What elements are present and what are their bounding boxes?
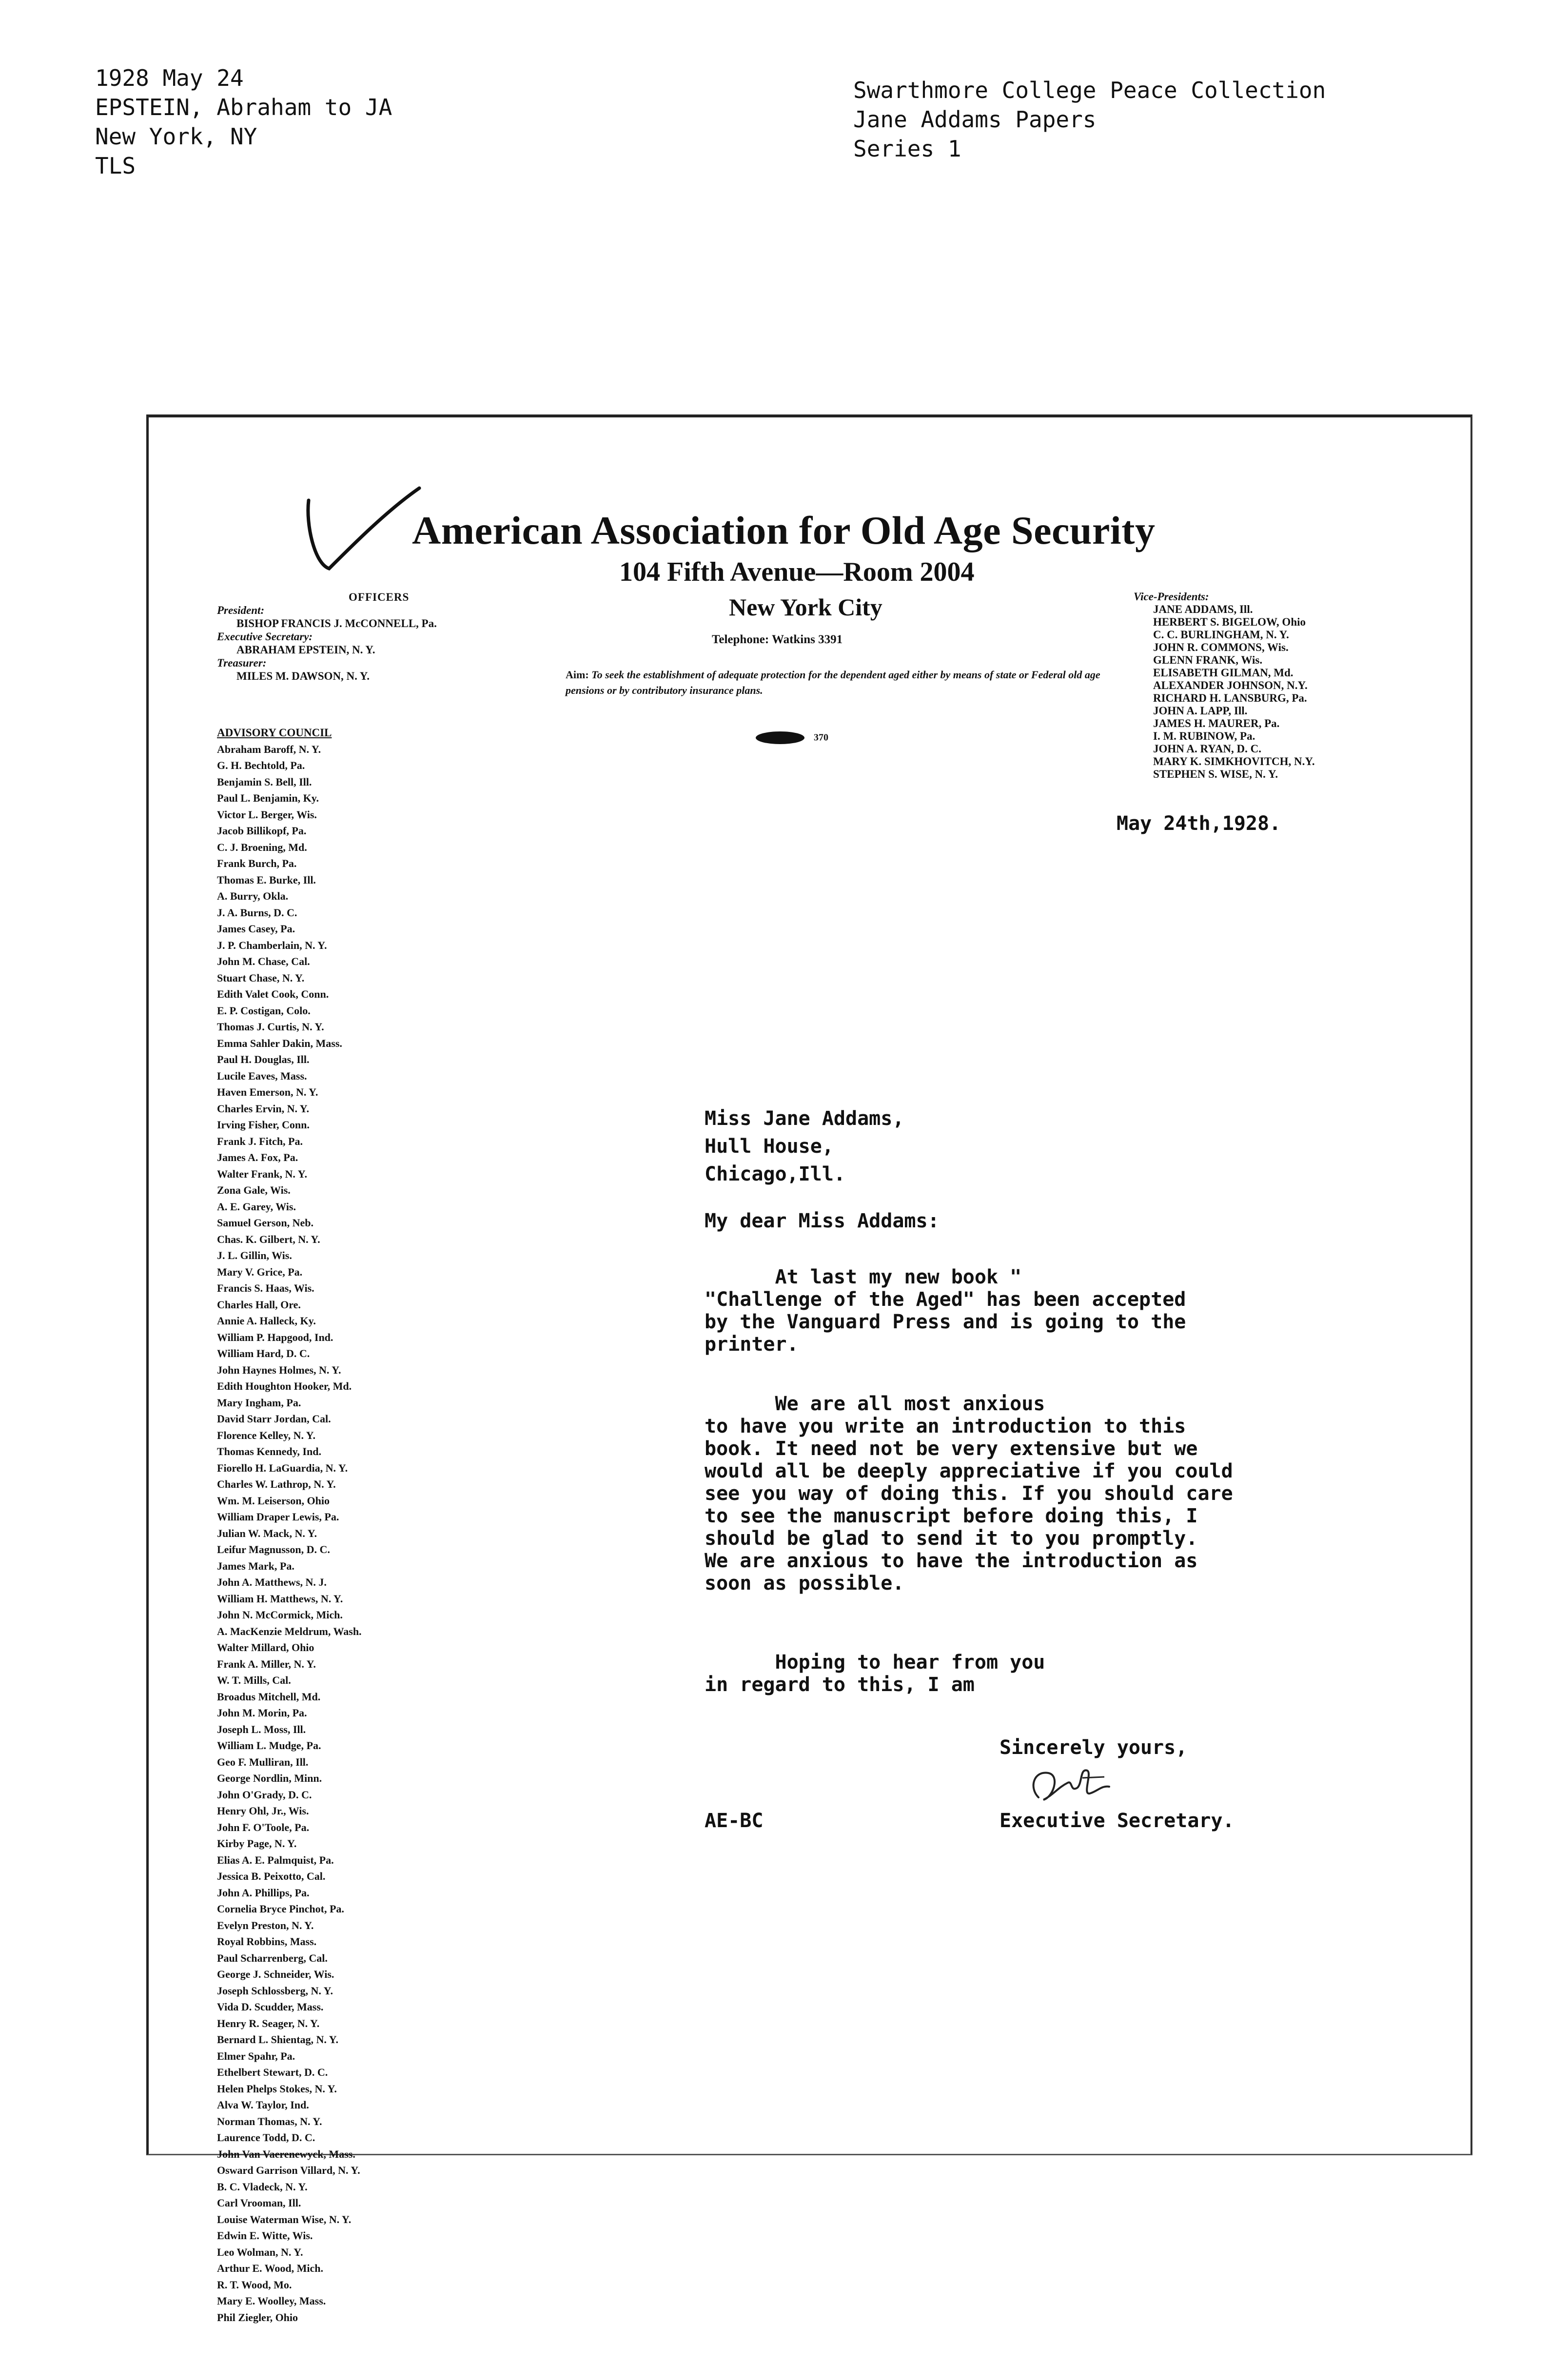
- council-member: Zona Gale, Wis.: [217, 1184, 291, 1196]
- officer-name: BISHOP FRANCIS J. McCONNELL, Pa.: [236, 617, 437, 630]
- archive-collection: Swarthmore College Peace Collection Jane Addams Papers Series 1: [853, 77, 1326, 162]
- recipient-line: Hull House,: [705, 1135, 834, 1158]
- council-member: George Nordlin, Minn.: [217, 1772, 322, 1784]
- council-member: James Casey, Pa.: [217, 923, 295, 935]
- council-member: Osward Garrison Villard, N. Y.: [217, 2164, 360, 2176]
- council-member: Paul H. Douglas, Ill.: [217, 1053, 310, 1065]
- letter-date: May 24th,1928.: [1117, 812, 1281, 835]
- vice-presidents-heading: Vice-Presidents:: [1134, 591, 1209, 603]
- council-member: A. Burry, Okla.: [217, 890, 289, 902]
- council-member: Lucile Eaves, Mass.: [217, 1069, 307, 1082]
- council-member: Carl Vrooman, Ill.: [217, 2197, 301, 2209]
- council-member: Francis S. Haas, Wis.: [217, 1282, 314, 1294]
- council-member: Geo F. Mulliran, Ill.: [217, 1755, 309, 1768]
- council-member: Haven Emerson, N. Y.: [217, 1086, 318, 1098]
- council-member: William Draper Lewis, Pa.: [217, 1511, 339, 1523]
- handwritten-signature: [1024, 1758, 1121, 1812]
- council-member: Paul L. Benjamin, Ky.: [217, 792, 319, 804]
- council-member: William Hard, D. C.: [217, 1347, 310, 1359]
- vice-president: MARY K. SIMKHOVITCH, N.Y.: [1153, 755, 1315, 768]
- council-member: James Mark, Pa.: [217, 1559, 294, 1572]
- council-member: Joseph L. Moss, Ill.: [217, 1723, 306, 1735]
- council-member: Laurence Todd, D. C.: [217, 2131, 315, 2144]
- vice-president: GLENN FRANK, Wis.: [1153, 654, 1263, 666]
- council-member: Jessica B. Peixotto, Cal.: [217, 1870, 326, 1882]
- union-label: [753, 729, 828, 746]
- council-member: R. T. Wood, Mo.: [217, 2278, 292, 2291]
- council-member: Joseph Schlossberg, N. Y.: [217, 1984, 333, 1997]
- council-member: Fiorello H. LaGuardia, N. Y.: [217, 1461, 348, 1474]
- body-paragraph: Hoping to hear from you in regard to this, I am: [705, 1651, 1045, 1696]
- council-member: George J. Schneider, Wis.: [217, 1968, 334, 1980]
- council-member: C. J. Broening, Md.: [217, 841, 307, 853]
- signer-title: Executive Secretary.: [1000, 1810, 1235, 1832]
- archive-citation: 1928 May 24 EPSTEIN, Abraham to JA New York, NY TLS: [95, 65, 392, 179]
- salutation: My dear Miss Addams:: [705, 1210, 940, 1232]
- recipient-line: Miss Jane Addams,: [705, 1107, 904, 1130]
- council-member: David Starr Jordan, Cal.: [217, 1413, 331, 1425]
- council-member: Victor L. Berger, Wis.: [217, 808, 317, 821]
- council-member: Helen Phelps Stokes, N. Y.: [217, 2082, 337, 2095]
- council-member: Bernard L. Shientag, N. Y.: [217, 2033, 338, 2046]
- council-member: John Haynes Holmes, N. Y.: [217, 1363, 341, 1376]
- advisory-council-heading: ADVISORY COUNCIL: [217, 727, 332, 739]
- council-member: Frank J. Fitch, Pa.: [217, 1135, 303, 1147]
- council-member: Broadus Mitchell, Md.: [217, 1690, 321, 1703]
- vice-president: STEPHEN S. WISE, N. Y.: [1153, 768, 1278, 780]
- body-paragraph: We are all most anxious to have you write an introduction to this book. It need not be very extensive but we would all be deeply appreciative if you could see you way of doing this. If you should care to see the manuscript before doing this, I should be glad to send it to you promptly. We are anxious to have the introduction as soon as possible.: [705, 1393, 1233, 1595]
- typist-initials: AE-BC: [705, 1810, 764, 1832]
- council-member: Charles Ervin, N. Y.: [217, 1102, 310, 1115]
- recipient-line: Chicago,Ill.: [705, 1163, 845, 1185]
- officer-name: MILES M. DAWSON, N. Y.: [236, 670, 370, 682]
- council-member: J. A. Burns, D. C.: [217, 906, 297, 919]
- vice-president: ALEXANDER JOHNSON, N.Y.: [1153, 679, 1308, 691]
- council-member: James A. Fox, Pa.: [217, 1151, 298, 1163]
- vice-president: RICHARD H. LANSBURG, Pa.: [1153, 692, 1307, 704]
- council-member: John F. O'Toole, Pa.: [217, 1821, 310, 1833]
- council-member: Kirby Page, N. Y.: [217, 1837, 297, 1850]
- council-member: B. C. Vladeck, N. Y.: [217, 2180, 308, 2193]
- vice-president: HERBERT S. BIGELOW, Ohio: [1153, 616, 1306, 628]
- council-member: Alva W. Taylor, Ind.: [217, 2099, 309, 2111]
- vice-presidents-list: [1134, 591, 1315, 781]
- council-member: Leifur Magnusson, D. C.: [217, 1543, 330, 1556]
- council-member: Florence Kelley, N. Y.: [217, 1429, 316, 1441]
- council-member: Edith Houghton Hooker, Md.: [217, 1380, 352, 1392]
- council-member: Elias A. E. Palmquist, Pa.: [217, 1853, 334, 1866]
- complimentary-closing: Sincerely yours,: [1000, 1736, 1188, 1759]
- council-member: John M. Morin, Pa.: [217, 1707, 307, 1719]
- aim-label: Aim:: [566, 669, 589, 681]
- council-member: John N. McCormick, Mich.: [217, 1609, 343, 1621]
- council-member: A. MacKenzie Meldrum, Wash.: [217, 1625, 362, 1637]
- council-member: W. T. Mills, Cal.: [217, 1674, 291, 1686]
- vice-president: C. C. BURLINGHAM, N. Y.: [1153, 629, 1289, 641]
- council-member: Royal Robbins, Mass.: [217, 1935, 317, 1948]
- vice-presidents-names: [1134, 603, 1315, 781]
- council-member: Charles W. Lathrop, N. Y.: [217, 1478, 336, 1490]
- council-member: Henry Ohl, Jr., Wis.: [217, 1805, 309, 1817]
- organization-name: American Association for Old Age Security: [412, 508, 1156, 552]
- council-member: Edith Valet Cook, Conn.: [217, 988, 329, 1000]
- vice-president: JAMES H. MAURER, Pa.: [1153, 717, 1280, 729]
- council-member: Leo Wolman, N. Y.: [217, 2246, 303, 2258]
- officers-list: [217, 591, 437, 683]
- council-member: Benjamin S. Bell, Ill.: [217, 775, 312, 788]
- council-member: John Van Vaerenewyck, Mass.: [217, 2147, 355, 2160]
- council-member: William L. Mudge, Pa.: [217, 1739, 321, 1752]
- officer-role: Treasurer:: [217, 657, 267, 669]
- council-member: Thomas J. Curtis, N. Y.: [217, 1021, 324, 1033]
- council-member: William H. Matthews, N. Y.: [217, 1592, 343, 1605]
- organization-aim: [566, 667, 1114, 698]
- council-member: Annie A. Halleck, Ky.: [217, 1315, 316, 1327]
- council-member: Abraham Baroff, N. Y.: [217, 743, 321, 755]
- council-member: G. H. Bechtold, Pa.: [217, 759, 305, 771]
- council-member: John M. Chase, Cal.: [217, 955, 310, 967]
- council-member: William P. Hapgood, Ind.: [217, 1331, 333, 1343]
- council-member: Ethelbert Stewart, D. C.: [217, 2066, 328, 2078]
- vice-president: ELISABETH GILMAN, Md.: [1153, 667, 1294, 679]
- advisory-council-names: [217, 741, 362, 2326]
- council-member: Julian W. Mack, N. Y.: [217, 1527, 317, 1539]
- officer-role: Executive Secretary:: [217, 630, 313, 643]
- council-member: Walter Frank, N. Y.: [217, 1167, 307, 1180]
- council-member: J. P. Chamberlain, N. Y.: [217, 939, 327, 951]
- vice-president: JANE ADDAMS, Ill.: [1153, 603, 1253, 615]
- council-member: Samuel Gerson, Neb.: [217, 1217, 314, 1229]
- officer-name: ABRAHAM EPSTEIN, N. Y.: [236, 644, 375, 656]
- council-member: Louise Waterman Wise, N. Y.: [217, 2213, 352, 2226]
- council-member: Norman Thomas, N. Y.: [217, 2115, 322, 2128]
- letter-page: [146, 414, 1472, 2324]
- vice-president: JOHN R. COMMONS, Wis.: [1153, 641, 1289, 653]
- council-member: Chas. K. Gilbert, N. Y.: [217, 1233, 320, 1245]
- aim-text: To seek the establishment of adequate protection for the dependent aged either by means of state or Federal old age pensions or by contributory insurance plans.: [566, 669, 1100, 696]
- council-member: Vida D. Scudder, Mass.: [217, 2001, 324, 2013]
- recipient-address: [705, 1105, 904, 1188]
- council-member: Cornelia Bryce Pinchot, Pa.: [217, 1903, 344, 1915]
- organization-address: 104 Fifth Avenue—Room 2004: [619, 557, 975, 587]
- council-member: Charles Hall, Ore.: [217, 1298, 301, 1311]
- council-member: Elmer Spahr, Pa.: [217, 2049, 295, 2062]
- council-member: Arthur E. Wood, Mich.: [217, 2262, 323, 2274]
- council-member: Irving Fisher, Conn.: [217, 1119, 310, 1131]
- council-member: Paul Scharrenberg, Cal.: [217, 1951, 328, 1964]
- council-member: Emma Sahler Dakin, Mass.: [217, 1037, 342, 1049]
- council-member: Wm. M. Leiserson, Ohio: [217, 1494, 330, 1507]
- council-member: Stuart Chase, N. Y.: [217, 971, 305, 984]
- council-member: John A. Matthews, N. J.: [217, 1576, 327, 1588]
- council-member: A. E. Garey, Wis.: [217, 1200, 296, 1213]
- council-member: E. P. Costigan, Colo.: [217, 1004, 311, 1017]
- advisory-council-list: [217, 725, 362, 2325]
- body-paragraph: At last my new book " "Challenge of the Aged" has been accepted by the Vanguard Press and is going to the printer.: [705, 1266, 1186, 1356]
- vice-president: I. M. RUBINOW, Pa.: [1153, 730, 1255, 742]
- council-member: John O'Grady, D. C.: [217, 1788, 312, 1801]
- council-member: Frank Burch, Pa.: [217, 857, 297, 869]
- council-member: Jacob Billikopf, Pa.: [217, 825, 307, 837]
- officer-role: President:: [217, 604, 265, 616]
- council-member: J. L. Gillin, Wis.: [217, 1249, 292, 1261]
- union-label-number: 370: [814, 732, 828, 743]
- vice-president: JOHN A. LAPP, Ill.: [1153, 705, 1248, 717]
- checkmark-icon: [300, 486, 427, 578]
- council-member: Mary Ingham, Pa.: [217, 1396, 301, 1409]
- vice-president: JOHN A. RYAN, D. C.: [1153, 743, 1261, 755]
- organization-telephone: Telephone: Watkins 3391: [712, 633, 843, 646]
- union-bug-icon: [753, 729, 812, 746]
- council-member: John A. Phillips, Pa.: [217, 1886, 310, 1899]
- council-member: Evelyn Preston, N. Y.: [217, 1919, 314, 1931]
- council-member: Phil Ziegler, Ohio: [217, 2311, 298, 2324]
- council-member: Frank A. Miller, N. Y.: [217, 1657, 316, 1670]
- council-member: Thomas Kennedy, Ind.: [217, 1445, 321, 1458]
- council-member: Mary E. Woolley, Mass.: [217, 2295, 326, 2307]
- council-member: Mary V. Grice, Pa.: [217, 1265, 303, 1278]
- organization-city: New York City: [729, 593, 882, 621]
- council-member: Thomas E. Burke, Ill.: [217, 873, 316, 886]
- officers-heading: OFFICERS: [349, 591, 410, 603]
- council-member: Edwin E. Witte, Wis.: [217, 2229, 313, 2242]
- council-member: Walter Millard, Ohio: [217, 1641, 314, 1654]
- council-member: Henry R. Seager, N. Y.: [217, 2017, 320, 2029]
